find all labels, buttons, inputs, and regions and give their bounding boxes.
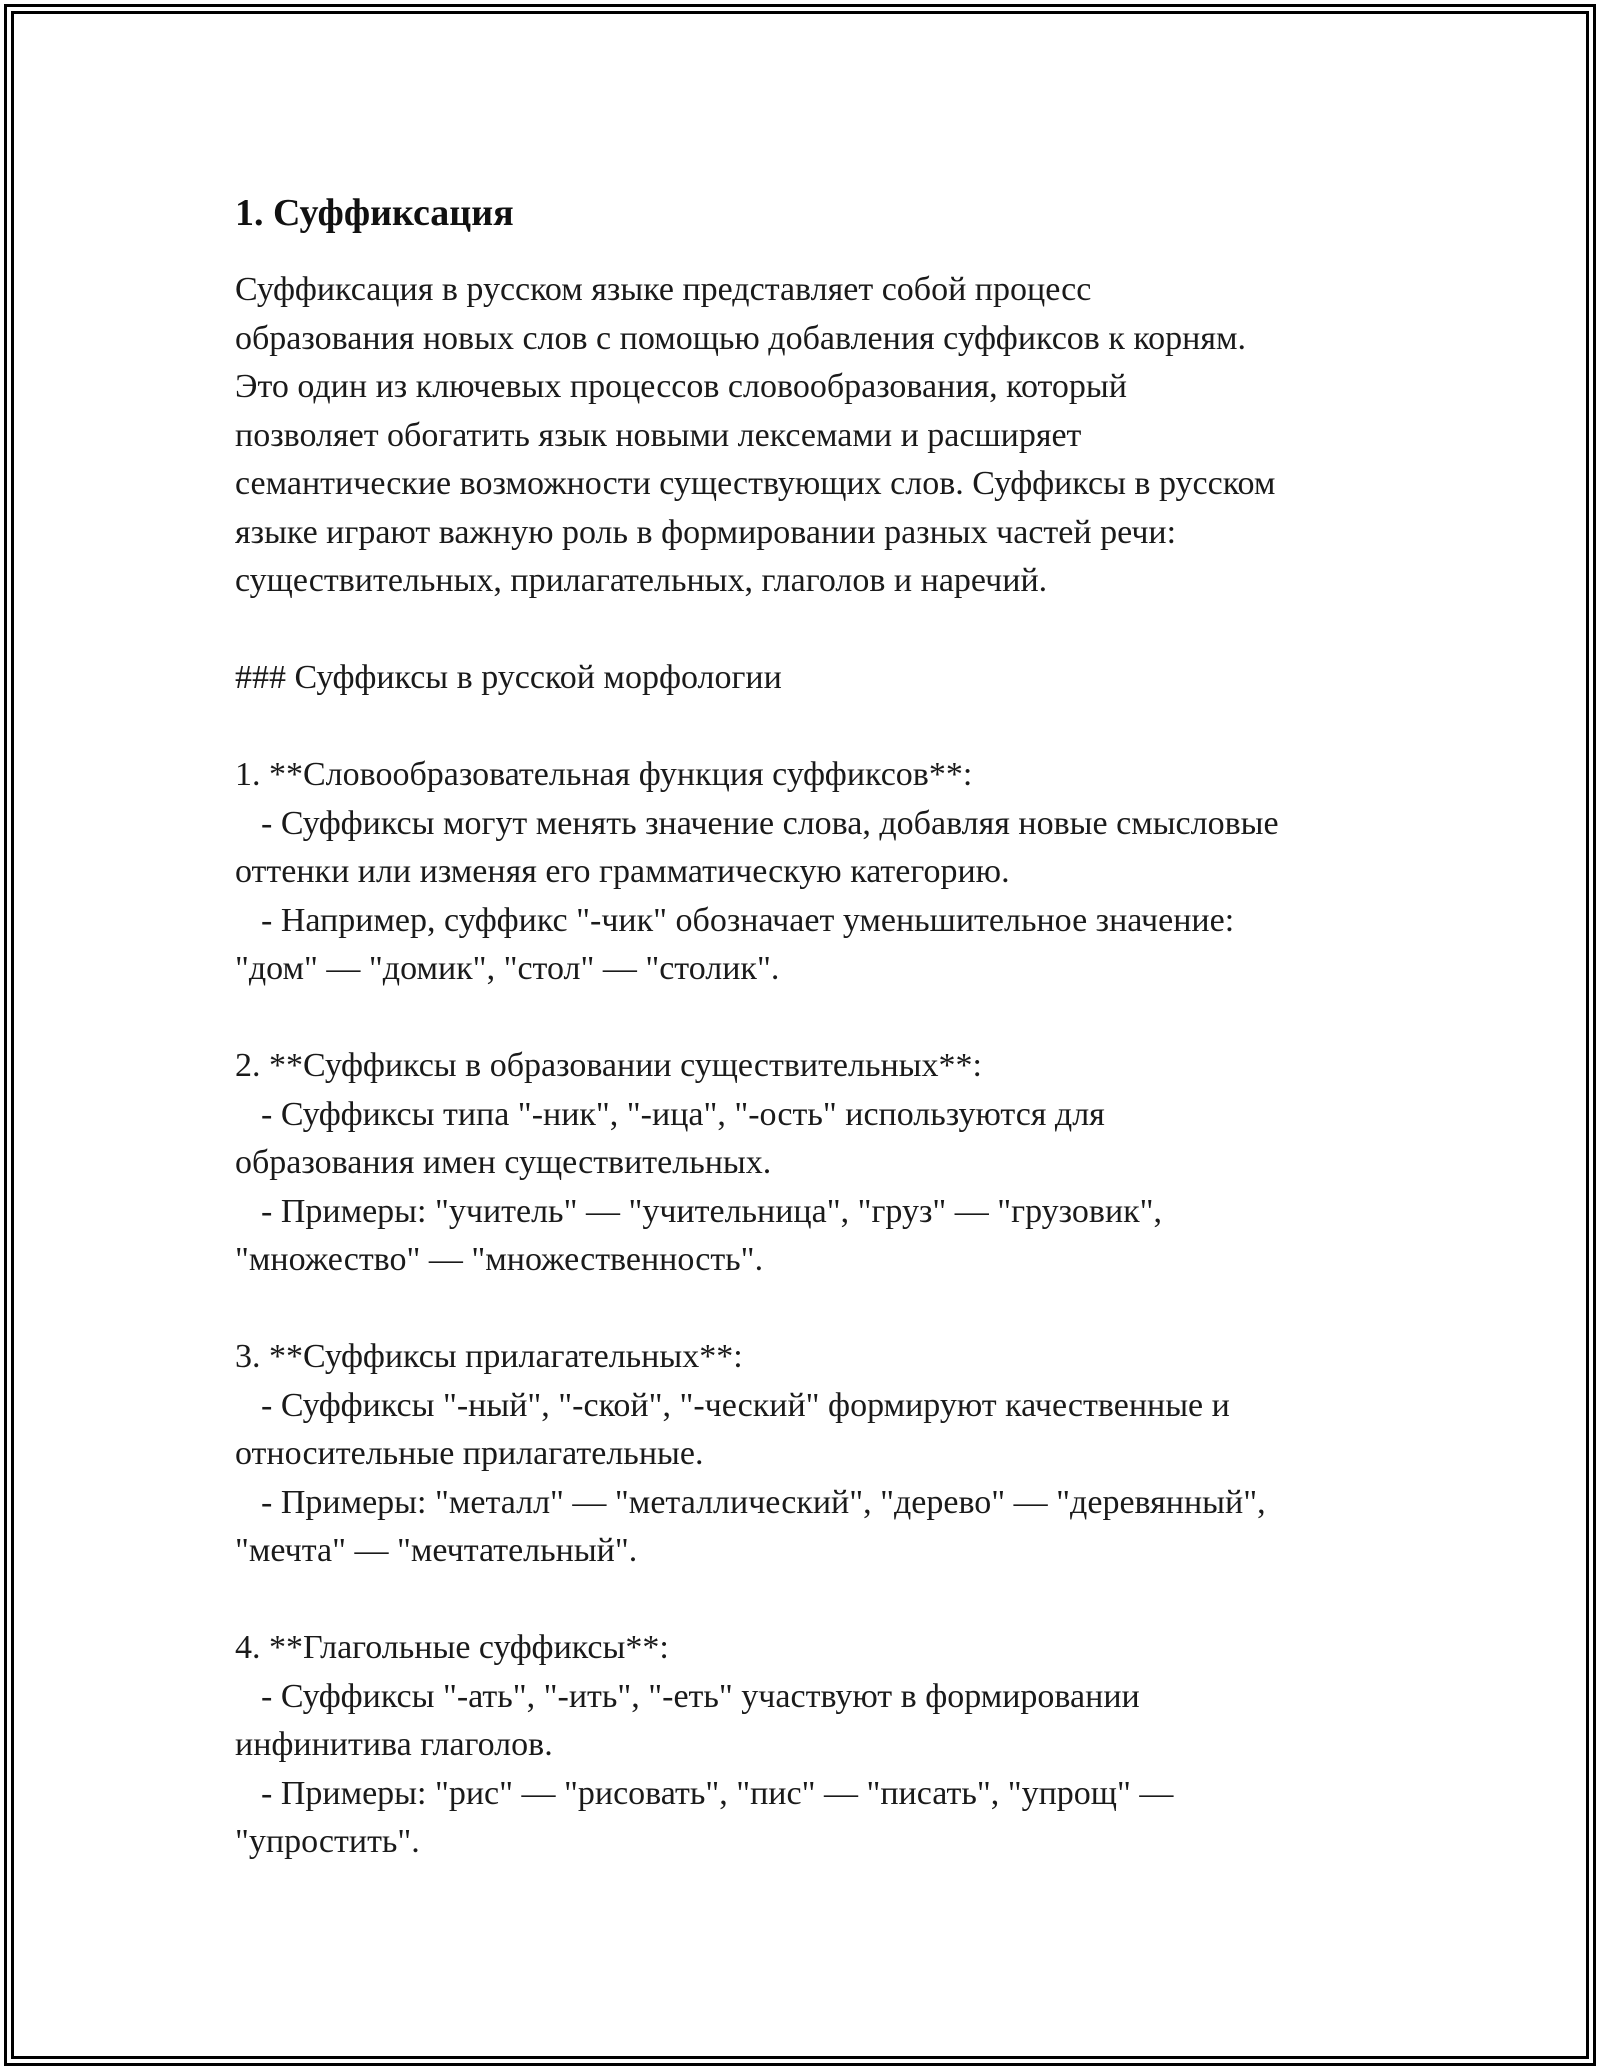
blank-line	[235, 1285, 1415, 1334]
list-item-line: инфинитива глаголов.	[235, 1726, 553, 1763]
list-item-noun-suffixes	[235, 1042, 1415, 1285]
list-item-line: - Например, суффикс "-чик" обозначает уменьшительное значение:	[261, 901, 1235, 939]
list-item-line: "упростить".	[235, 1823, 420, 1860]
subheading: ### Суффиксы в русской морфологии	[235, 659, 782, 696]
list-item-line: - Примеры: "рис" — "рисовать", "пис" — "писать", "упрощ" —	[261, 1774, 1174, 1812]
list-item-adjective-suffixes	[235, 1333, 1415, 1576]
list-item-title: 3. **Суффиксы прилагательных**:	[235, 1338, 743, 1375]
blank-line	[235, 1576, 1415, 1625]
list-item-line: "множество" — "множественность".	[235, 1241, 764, 1278]
list-item-line: - Примеры: "металл" — "металлический", "дерево" — "деревянный",	[261, 1483, 1266, 1521]
list-item-line: относительные прилагательные.	[235, 1435, 704, 1472]
blank-line	[235, 994, 1415, 1043]
list-item-line: "мечта" — "мечтательный".	[235, 1532, 638, 1569]
intro-line: образования новых слов с помощью добавления суффиксов к корням.	[235, 319, 1247, 357]
intro-line: языке играют важную роль в формировании разных частей речи:	[235, 513, 1177, 551]
list-item-line: оттенки или изменяя его грамматическую категорию.	[235, 853, 1010, 890]
list-item-line: - Суффиксы типа "-ник", "-ица", "-ость" используются для	[261, 1095, 1105, 1133]
blank-line	[235, 606, 1415, 655]
list-item-line: - Суффиксы "-ный", "-ской", "-ческий" формируют качественные и	[261, 1386, 1230, 1424]
blank-line	[235, 703, 1415, 752]
list-item-line: - Суффиксы "-ать", "-ить", "-еть" участвуют в формировании	[261, 1677, 1140, 1715]
document-body	[235, 186, 1415, 1867]
intro-line: позволяет обогатить язык новыми лексемами и расширяет	[235, 416, 1082, 454]
intro-line: существительных, прилагательных, глаголов и наречий.	[235, 562, 1048, 599]
list-item-word-formation	[235, 751, 1415, 994]
section-heading: 1. Суффиксация	[235, 192, 514, 234]
intro-paragraph	[235, 266, 1415, 606]
list-item-title: 2. **Суффиксы в образовании существительных**:	[235, 1047, 982, 1084]
list-item-line: "дом" — "домик", "стол" — "столик".	[235, 950, 780, 987]
list-item-line: - Суффиксы могут менять значение слова, добавляя новые смысловые	[261, 804, 1279, 842]
list-item-line: - Примеры: "учитель" — "учительница", "груз" — "грузовик",	[261, 1192, 1163, 1230]
intro-line: Это один из ключевых процессов словообразования, который	[235, 368, 1127, 405]
list-item-line: образования имен существительных.	[235, 1144, 772, 1181]
intro-line: семантические возможности существующих слов. Суффиксы в русском	[235, 465, 1276, 502]
list-item-title: 4. **Глагольные суффиксы**:	[235, 1629, 669, 1666]
intro-line: Суффиксация в русском языке представляет собой процесс	[235, 271, 1092, 308]
list-item-verb-suffixes	[235, 1624, 1415, 1867]
list-item-title: 1. **Словообразовательная функция суффиксов**:	[235, 756, 973, 793]
